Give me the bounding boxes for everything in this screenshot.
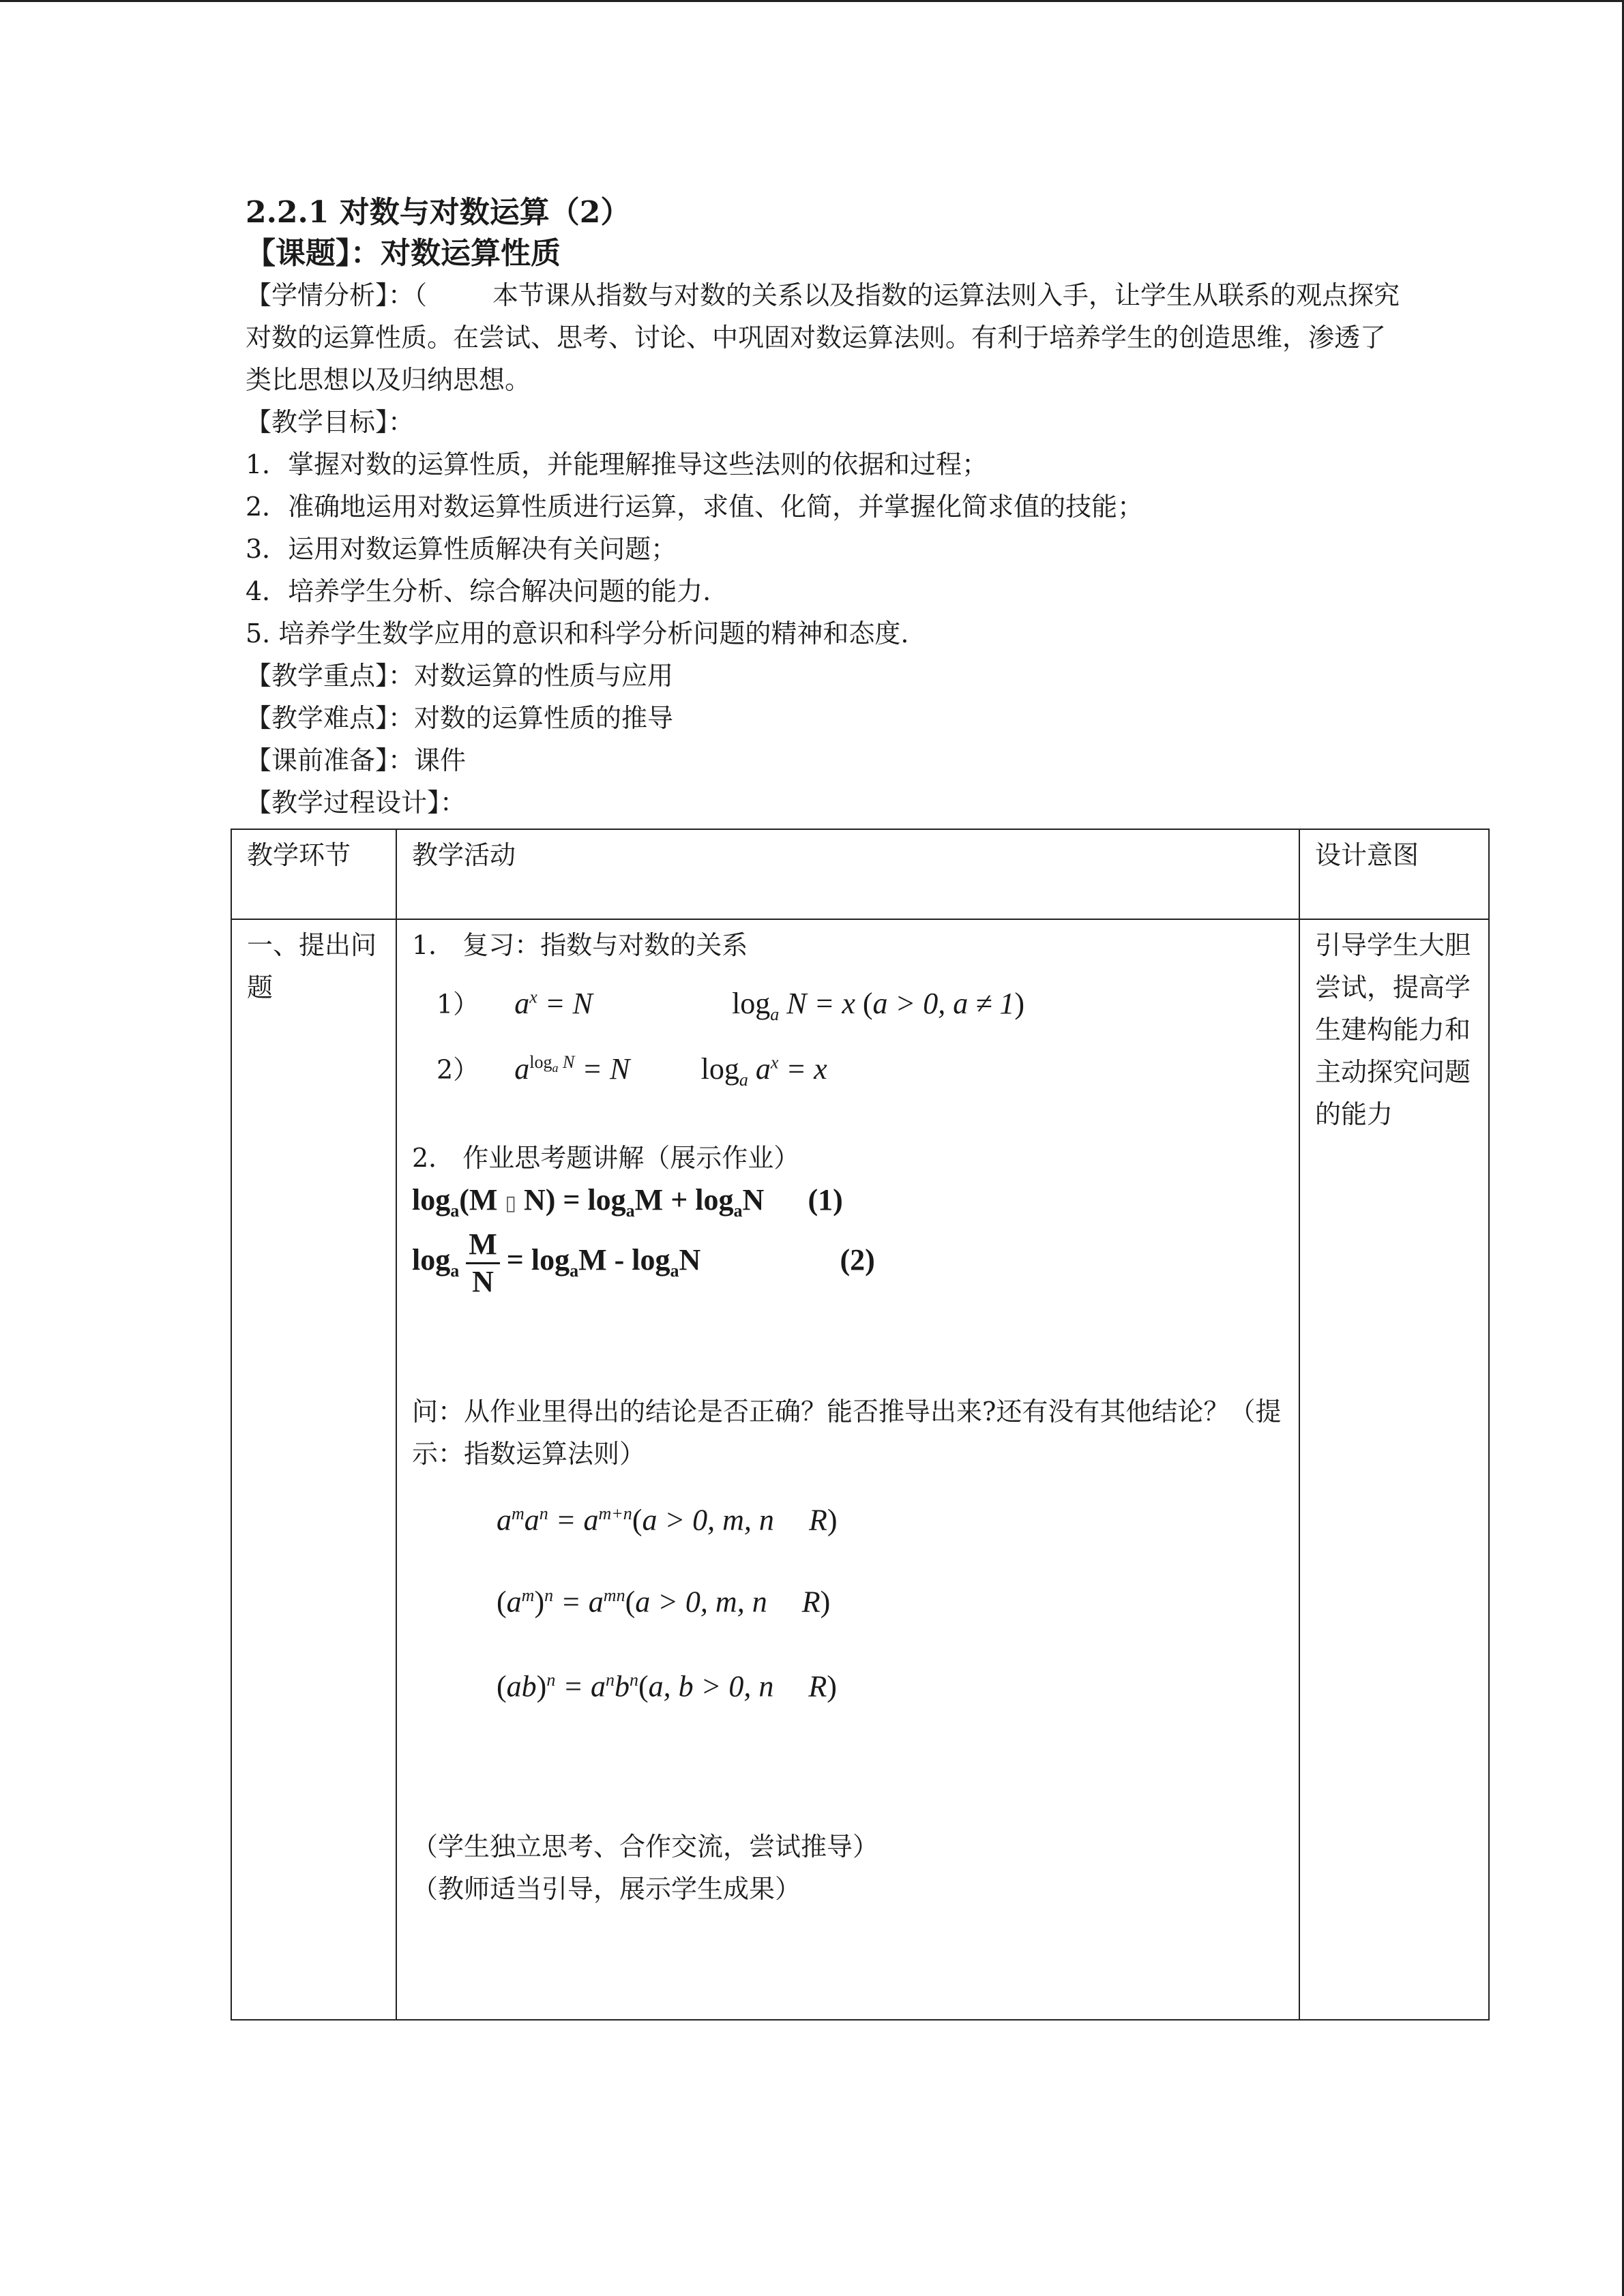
exponent-rule-2: $(a^m)^n = a^{mn}(a > 0$, m, n R) xyxy=(497,1585,831,1619)
activity-cell xyxy=(396,919,1299,2020)
intent-cell: 引导学生大胆尝试，提高学生建构能力和主动探究问题的能力 xyxy=(1299,919,1489,2020)
key-point: 【教学重点】：对数运算的性质与应用 xyxy=(246,661,674,691)
teaching-process-table xyxy=(231,829,1490,2021)
preparation: 【课前准备】：课件 xyxy=(246,745,467,775)
header-activity: 教学活动 xyxy=(396,829,1299,919)
student-note: （学生独立思考、合作交流，尝试推导） xyxy=(412,1832,879,1862)
exponent-rule-3: $(ab)^n = a^nb^n(a$, b > 0, n R) xyxy=(497,1669,837,1703)
review-formula-2 xyxy=(412,1041,1284,1116)
formula-r1-left: $a^x = N$ xyxy=(514,986,593,1020)
table-row xyxy=(231,919,1489,2020)
formula-label: 1） xyxy=(437,989,479,1019)
goal-item: 2．准确地运用对数运算性质进行运算，求值、化简，并掌握化简求值的技能； xyxy=(246,492,1144,522)
goal-item: 5. 培养学生数学应用的意识和科学分析问题的精神和态度. xyxy=(246,618,909,648)
document-body xyxy=(246,192,1405,824)
formula-r2-left: $a^{log_a N} = N$ xyxy=(514,1052,630,1086)
header-intent: 设计意图 xyxy=(1299,829,1489,919)
teacher-note: （教师适当引导，展示学生成果） xyxy=(412,1874,801,1904)
question-text: 问：从作业里得出的结论是否正确？能否推导出来?还有没有其他结论？（提示：指数运算法则） xyxy=(412,1397,1282,1469)
formula-number: (2) xyxy=(840,1243,875,1277)
review-heading: 1． 复习：指数与对数的关系 xyxy=(412,930,748,960)
analysis-text: 本节课从指数与对数的关系以及指数的运算法则入手，让学生从联系的观点探究对数的运算性质。在尝试、思考、讨论、中巩固对数运算法则。有利于培养学生的创造思维，渗透了类比思想以及归纳思想。 xyxy=(246,280,1400,395)
formula-r1-right: $\log_a N = x$ (a > 0, a ≠ 1) xyxy=(732,986,1025,1024)
header-stage: 教学环节 xyxy=(231,829,396,919)
page-border-top xyxy=(0,0,1624,2)
lesson-topic: 【课题】：对数运算性质 xyxy=(246,236,561,271)
analysis-label: 【学情分析】：（ xyxy=(246,280,428,310)
goals-label: 【教学目标】： xyxy=(246,407,415,437)
homework-heading: 2． 作业思考题讲解（展示作业） xyxy=(412,1143,800,1173)
stage-cell: 一、提出问题 xyxy=(231,919,396,2020)
goal-item: 4．培养学生分析、综合解决问题的能力. xyxy=(246,576,711,606)
analysis-paragraph xyxy=(246,274,1405,401)
difficulty: 【教学难点】：对数的运算性质的推导 xyxy=(246,703,674,733)
goal-item: 1．掌握对数的运算性质，并能理解推导这些法则的依据和过程； xyxy=(246,449,988,479)
table-header-row xyxy=(231,829,1489,919)
formula-label: 2） xyxy=(437,1054,479,1085)
homework-formula-2: $\log_a$ $\frac{M}{N}$ = $\log_aM - \log_aN$ (2) xyxy=(412,1227,875,1298)
goal-item: 3．运用对数运算性质解决有关问题； xyxy=(246,534,677,564)
formula-number: (1) xyxy=(808,1183,843,1217)
review-formula-1 xyxy=(412,976,1284,1041)
exponent-rule-1: $a^ma^n = a^{m+n}(a > 0$, m, n R) xyxy=(497,1503,838,1537)
process-label: 【教学过程设计】： xyxy=(246,788,467,818)
document-title: 2.2.1 对数与对数运算（2） xyxy=(246,195,631,230)
homework-formula-1: $\log_a(M$ ▯ $N) = \log_aM + \log_aN$ (1) xyxy=(412,1183,843,1221)
formula-r2-right: $\log_a a^x = x$ xyxy=(700,1052,827,1090)
